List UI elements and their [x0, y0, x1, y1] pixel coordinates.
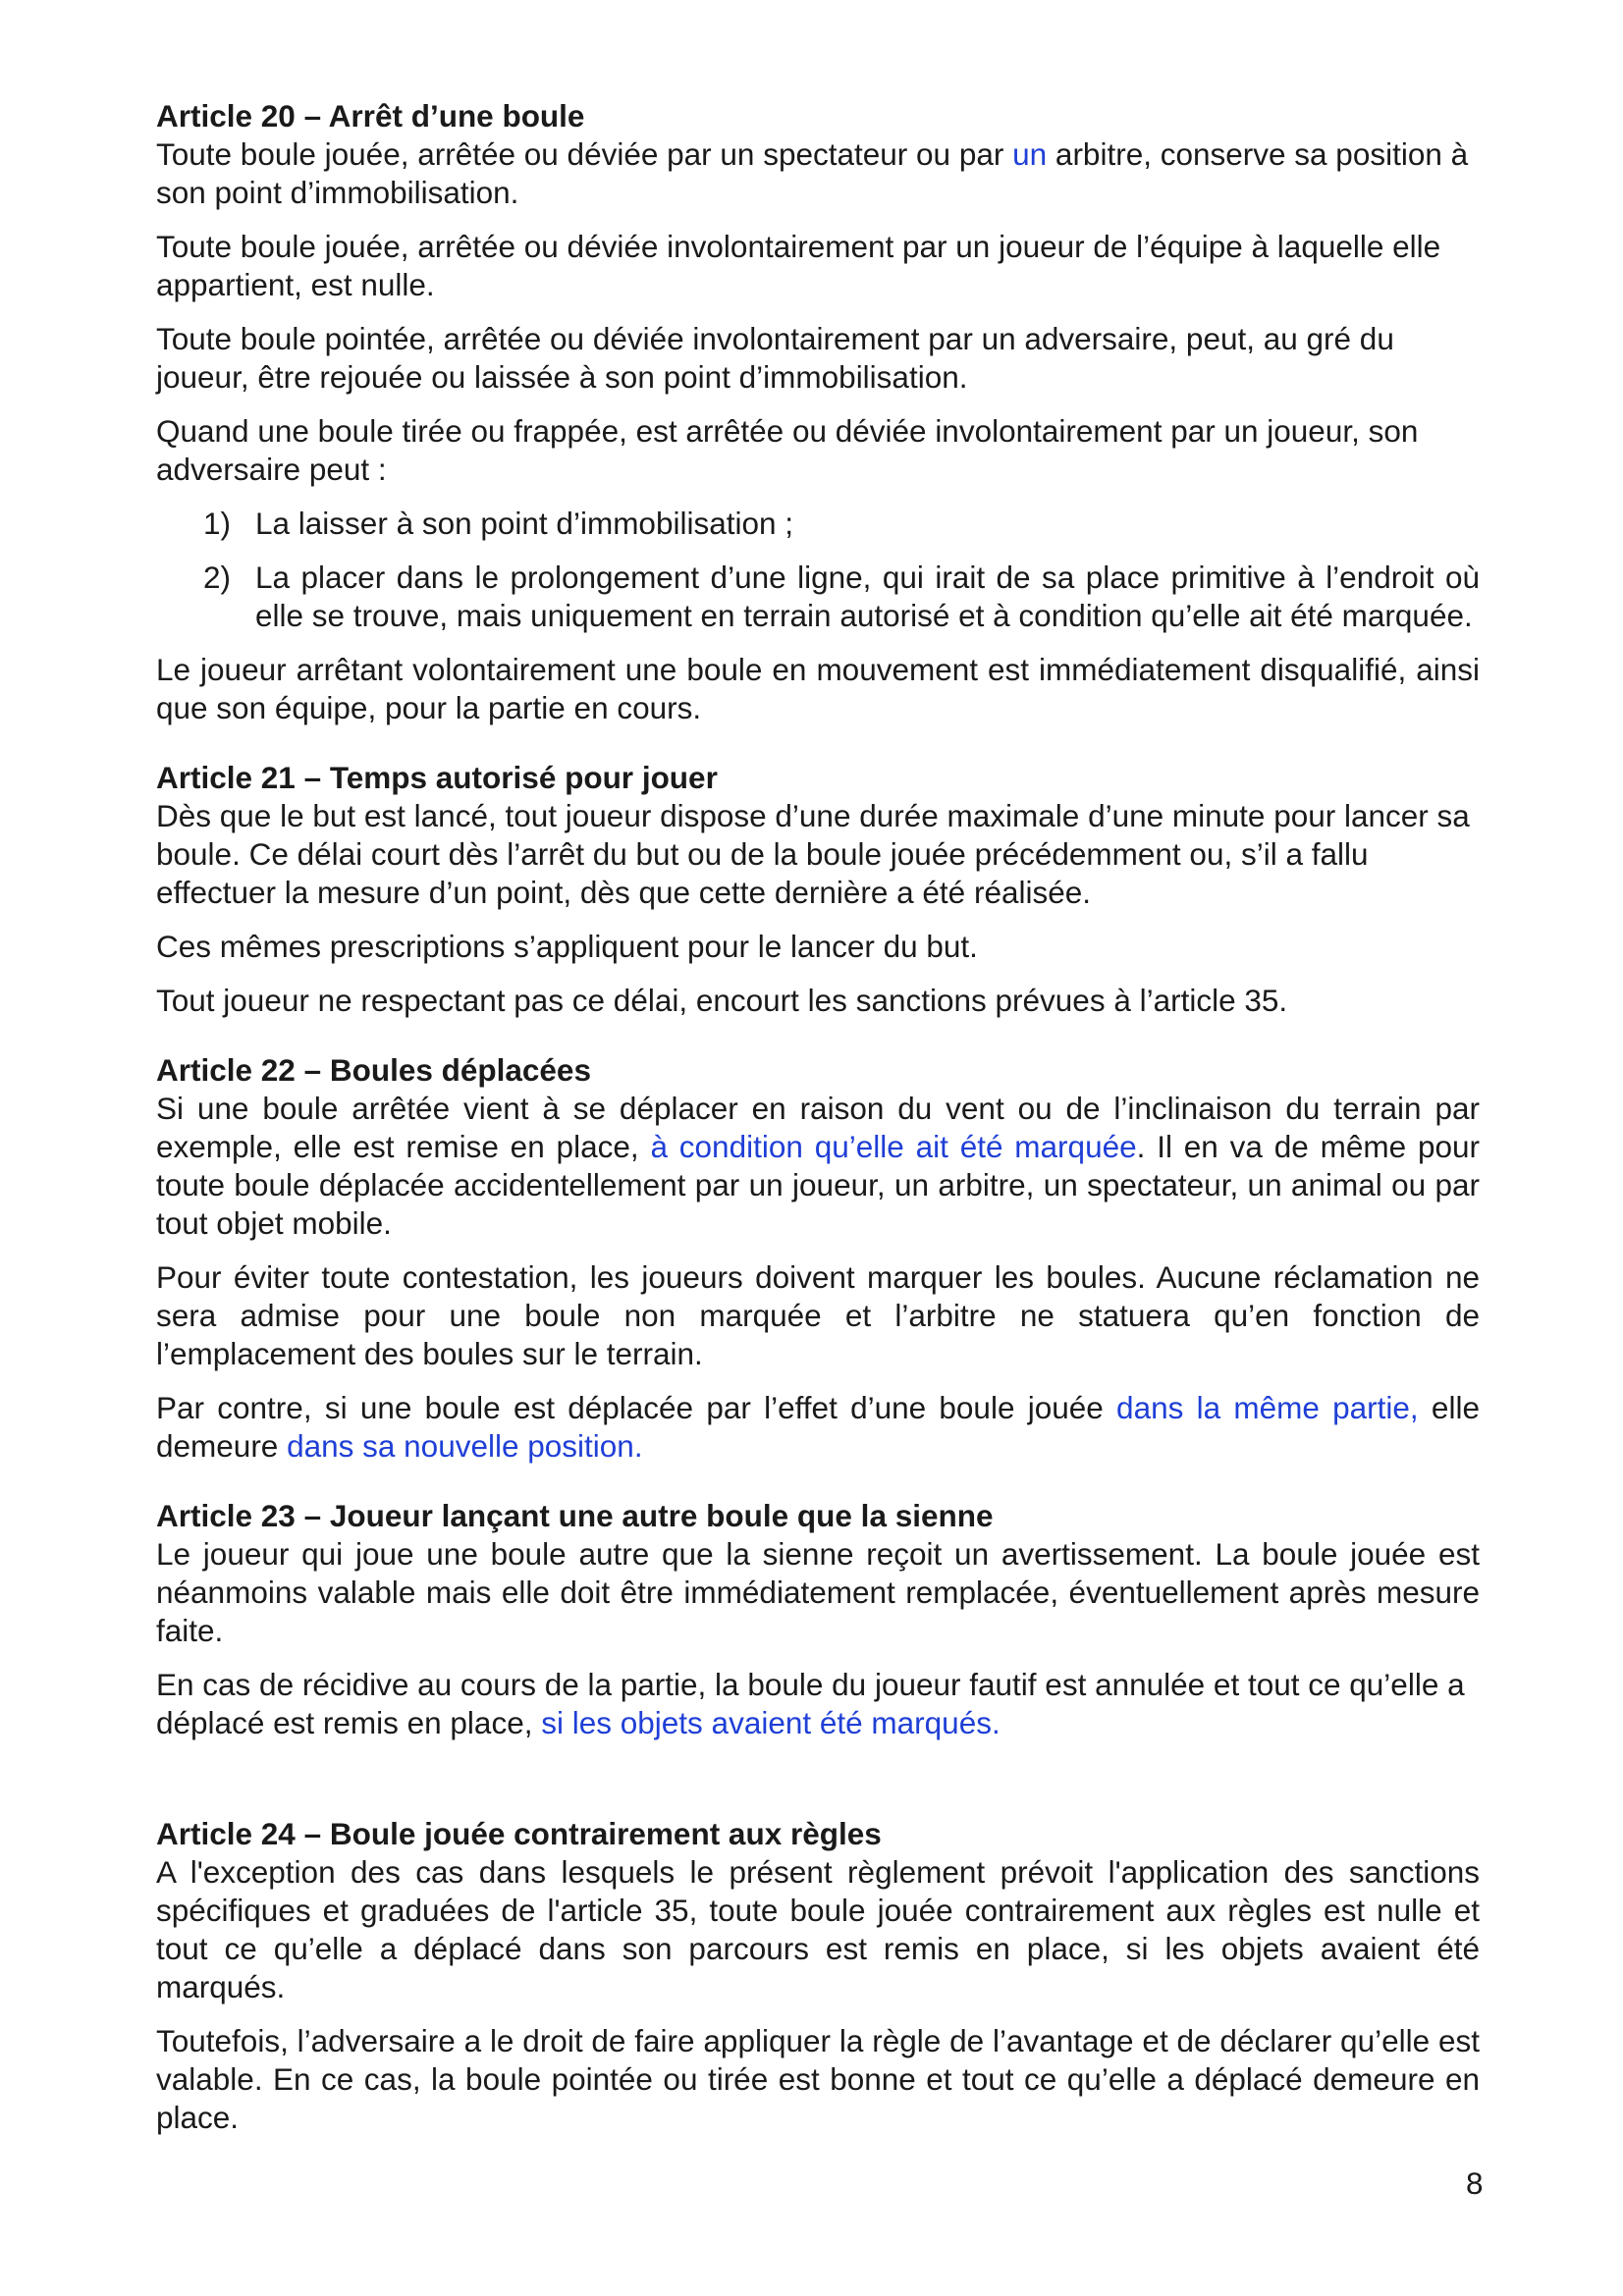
list-text: La placer dans le prolongement d’une ligne, qui irait de sa place primitive à l’endroit où elle se trouve, mais uniquement en terrain autorisé et à condition qu’elle ait été marquée. — [255, 560, 1480, 633]
text-run: . Il en va de même pour toute boule déplacée accidentellement par un joueur, un arbitre, un spectateur, un animal ou par tout objet mobile. — [156, 1129, 1481, 1241]
paragraph: Toute boule pointée, arrêtée ou déviée involontairement par un adversaire, peut, au gré du joueur, être rejouée ou laissée à son point d’immobilisation. — [156, 321, 1394, 395]
text-run: elle demeure — [156, 1390, 1480, 1464]
list-item — [156, 505, 1480, 543]
article-21 — [156, 759, 1480, 1020]
text-run: En cas de récidive au cours de la partie, la boule du joueur fautif est annulée et tout ce qu’elle a déplacé est remis en place, — [156, 1667, 1465, 1740]
paragraph: A l'exception des cas dans lesquels le présent règlement prévoit l'application des sanctions spécifiques et graduées de l'article 35, toute boule jouée contrairement aux règles est nulle et tout ce qu’elle a déplacé dans son parcours est remis en place, si les objets avaient été marqués. — [156, 1854, 1480, 2004]
article-title: Article 22 – Boules déplacées — [156, 1052, 591, 1088]
paragraph — [156, 1389, 1480, 1466]
paragraph: Toutefois, l’adversaire a le droit de faire appliquer la règle de l’avantage et de déclarer qu’elle est valable. En ce cas, la boule pointée ou tirée est bonne et tout ce qu’elle a déplacé demeure en place. — [156, 2023, 1480, 2135]
list-number: 1) — [203, 506, 232, 541]
list-item — [156, 559, 1480, 635]
text-run: Si une boule arrêtée vient à se déplacer en raison du vent ou de l’inclinaison du terrain par exemple, elle est remise en place, — [156, 1091, 1480, 1164]
paragraph: Tout joueur ne respectant pas ce délai, encourt les sanctions prévues à l’article 35. — [156, 983, 1288, 1018]
paragraph: Quand une boule tirée ou frappée, est arrêtée ou déviée involontairement par un joueur, son adversaire peut : — [156, 413, 1419, 487]
paragraph: Ces mêmes prescriptions s’appliquent pour le lancer du but. — [156, 929, 978, 964]
paragraph: Le joueur qui joue une boule autre que la sienne reçoit un avertissement. La boule jouée est néanmoins valable mais elle doit être immédiatement remplacée, éventuellement après mesure faite. — [156, 1536, 1480, 1648]
page-number: 8 — [1466, 2165, 1484, 2201]
article-20 — [156, 97, 1480, 727]
document-page — [156, 97, 1480, 2137]
paragraph: Pour éviter toute contestation, les joueurs doivent marquer les boules. Aucune réclamation ne sera admise pour une boule non marquée et l’arbitre ne statuera qu’en fonction de l’emplacement des boules sur le terrain. — [156, 1259, 1480, 1371]
article-22 — [156, 1051, 1480, 1466]
highlighted-text: dans sa nouvelle position. — [287, 1428, 643, 1464]
article-title: Article 24 – Boule jouée contrairement aux règles — [156, 1816, 882, 1851]
highlighted-text: si les objets avaient été marqués. — [541, 1705, 1001, 1740]
text-run: Toute boule jouée, arrêtée ou déviée par un spectateur ou par — [156, 136, 1013, 172]
highlighted-text: dans la même partie, — [1116, 1390, 1419, 1425]
article-23 — [156, 1497, 1480, 1742]
list-number: 2) — [203, 560, 232, 595]
text-run: arbitre, conserve sa position à son point d’immobilisation. — [156, 136, 1469, 210]
paragraph: Le joueur arrêtant volontairement une boule en mouvement est immédiatement disqualifié, ainsi que son équipe, pour la partie en cours. — [156, 652, 1480, 725]
article-title: Article 23 – Joueur lançant une autre boule que la sienne — [156, 1498, 994, 1533]
list-text: La laisser à son point d’immobilisation ; — [255, 506, 794, 541]
paragraph — [156, 1090, 1480, 1243]
text-run: Par contre, si une boule est déplacée par l’effet d’une boule jouée — [156, 1390, 1117, 1425]
highlighted-text: un — [1012, 136, 1048, 172]
paragraph: Dès que le but est lancé, tout joueur dispose d’une durée maximale d’une minute pour lancer sa boule. Ce délai court dès l’arrêt du but ou de la boule jouée précédemment ou, s’il a fallu effectuer la mesure d’un point, dès que cette dernière a été réalisée. — [156, 798, 1470, 910]
article-title: Article 20 – Arrêt d’une boule — [156, 98, 585, 133]
article-24 — [156, 1815, 1480, 2137]
paragraph: Toute boule jouée, arrêtée ou déviée involontairement par un joueur de l’équipe à laquelle elle appartient, est nulle. — [156, 229, 1441, 302]
highlighted-text: à condition qu’elle ait été marquée — [650, 1129, 1137, 1164]
numbered-list — [156, 505, 1480, 635]
article-title: Article 21 – Temps autorisé pour jouer — [156, 760, 718, 795]
paragraph — [156, 135, 1480, 212]
paragraph — [156, 1666, 1480, 1742]
